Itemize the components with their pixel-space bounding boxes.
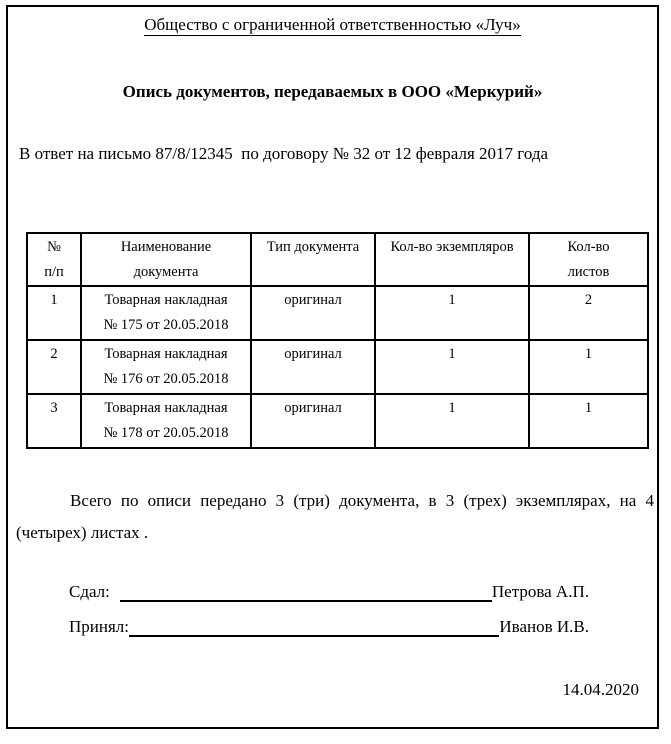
signature-block (69, 579, 589, 640)
doc-type-cell: оригинал (251, 394, 375, 448)
signature-row-sdal (69, 579, 589, 605)
row-num-cell: 3 (27, 394, 81, 448)
org-title-underlined-text: Общество с ограниченной ответственностью «Луч» (144, 15, 521, 34)
signature-label: Сдал: (69, 582, 110, 601)
signature-label: Принял: (69, 617, 129, 636)
copies-cell: 1 (375, 340, 529, 394)
doc-name-line2: № 176 от 20.05.2018 (103, 371, 229, 387)
doc-title: Опись документов, передаваемых в ООО «Меркурий» (122, 82, 543, 101)
copies-cell: 1 (375, 394, 529, 448)
doc-type-cell: оригинал (251, 286, 375, 340)
document-page (6, 5, 659, 729)
signature-blank-line (120, 579, 492, 602)
header-name-line1: Наименование (120, 239, 212, 255)
intro-line: В ответ на письмо 87/8/12345 по договору № 32 от 12 февраля 2017 года (19, 144, 549, 163)
header-cell-copies (375, 233, 529, 286)
copies-cell: 1 (375, 286, 529, 340)
signature-blank-line (129, 614, 499, 637)
header-copies-line1: Кол-во экземпляров (390, 239, 514, 255)
header-sheets-line1: Кол-во (567, 239, 610, 255)
summary-paragraph: Всего по описи передано 3 (три) документа, в 3 (трех) экземплярах, на 4 (четырех) листах . (16, 491, 654, 542)
doc-name-line1: Товарная накладная (104, 292, 228, 308)
signature-name: Петрова А.П. (491, 582, 589, 601)
documents-table (26, 232, 649, 449)
header-sheets-line2: листов (567, 264, 610, 280)
org-title (8, 15, 657, 35)
header-num-line2: п/п (44, 264, 64, 280)
header-type-line1: Тип документа (266, 239, 360, 255)
table-row (27, 340, 648, 394)
doc-type-cell: оригинал (251, 340, 375, 394)
signature-name: Иванов И.В. (499, 617, 589, 636)
doc-name-line1: Товарная накладная (104, 346, 228, 362)
doc-name-line2: № 178 от 20.05.2018 (103, 425, 229, 441)
header-num-line1: № (47, 239, 61, 255)
doc-name-line1: Товарная накладная (104, 400, 228, 416)
header-cell-num (27, 233, 81, 286)
table-row (27, 286, 648, 340)
row-num-cell: 1 (27, 286, 81, 340)
signature-row-prinyal (69, 614, 589, 640)
doc-name-cell (81, 394, 251, 448)
table-row (27, 394, 648, 448)
row-num-cell: 2 (27, 340, 81, 394)
header-name-line2: документа (133, 264, 199, 280)
doc-name-line2: № 175 от 20.05.2018 (103, 317, 229, 333)
sheets-cell: 1 (529, 394, 648, 448)
header-cell-sheets (529, 233, 648, 286)
table-header-row (27, 233, 648, 286)
header-cell-name (81, 233, 251, 286)
document-date: 14.04.2020 (562, 680, 639, 699)
doc-name-cell (81, 286, 251, 340)
sheets-cell: 2 (529, 286, 648, 340)
header-cell-type (251, 233, 375, 286)
doc-name-cell (81, 340, 251, 394)
sheets-cell: 1 (529, 340, 648, 394)
